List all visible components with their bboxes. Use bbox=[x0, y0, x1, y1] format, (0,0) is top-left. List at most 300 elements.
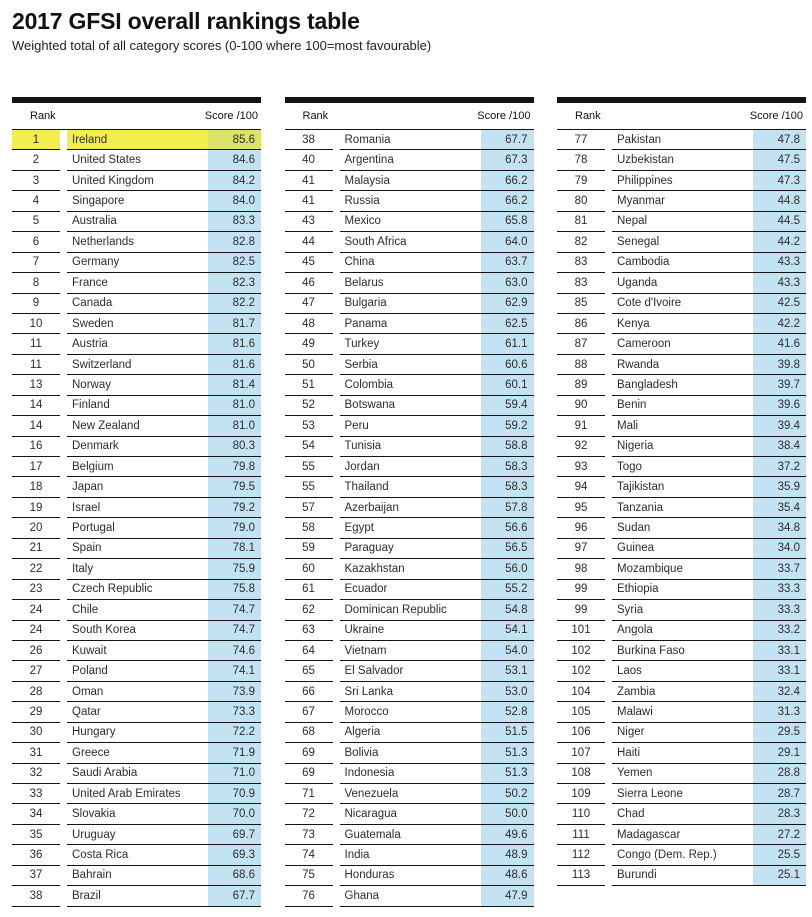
cell-gap bbox=[333, 743, 340, 763]
rank-cell: 97 bbox=[557, 539, 605, 559]
country-cell: Botswana bbox=[340, 396, 481, 416]
country-cell: Guatemala bbox=[340, 825, 481, 845]
country-cell: Serbia bbox=[340, 355, 481, 375]
cell-gap bbox=[60, 784, 67, 804]
rank-header: Rank bbox=[557, 103, 605, 130]
country-cell: Cameroon bbox=[612, 334, 753, 354]
score-cell: 63.7 bbox=[481, 253, 534, 273]
score-cell: 84.2 bbox=[208, 171, 261, 191]
rank-cell: 64 bbox=[285, 641, 333, 661]
rank-cell: 21 bbox=[12, 539, 60, 559]
cell-gap bbox=[60, 355, 67, 375]
cell-gap bbox=[333, 294, 340, 314]
rank-cell: 36 bbox=[12, 845, 60, 865]
table-row bbox=[557, 150, 806, 170]
country-cell: Norway bbox=[67, 375, 208, 395]
table-row bbox=[285, 580, 534, 600]
country-cell: Cote d'Ivoire bbox=[612, 294, 753, 314]
rank-cell: 98 bbox=[557, 559, 605, 579]
rank-cell: 107 bbox=[557, 743, 605, 763]
rank-cell: 89 bbox=[557, 375, 605, 395]
cell-gap bbox=[333, 764, 340, 784]
cell-gap bbox=[333, 641, 340, 661]
score-cell: 78.1 bbox=[208, 539, 261, 559]
score-cell: 52.8 bbox=[481, 702, 534, 722]
score-cell: 42.2 bbox=[753, 314, 806, 334]
table-row bbox=[285, 723, 534, 743]
score-cell: 28.7 bbox=[753, 784, 806, 804]
score-cell: 73.9 bbox=[208, 682, 261, 702]
rank-cell: 111 bbox=[557, 825, 605, 845]
table-row bbox=[12, 191, 261, 211]
table-row bbox=[285, 784, 534, 804]
cell-gap bbox=[605, 702, 612, 722]
table-row bbox=[557, 600, 806, 620]
score-cell: 54.8 bbox=[481, 600, 534, 620]
country-cell: South Africa bbox=[340, 232, 481, 252]
rank-cell: 43 bbox=[285, 212, 333, 232]
country-cell: Uganda bbox=[612, 273, 753, 293]
country-cell: Israel bbox=[67, 498, 208, 518]
cell-gap bbox=[333, 375, 340, 395]
score-cell: 44.2 bbox=[753, 232, 806, 252]
country-cell: Paraguay bbox=[340, 539, 481, 559]
score-cell: 73.3 bbox=[208, 702, 261, 722]
rank-cell: 55 bbox=[285, 477, 333, 497]
rank-cell: 65 bbox=[285, 661, 333, 681]
table-row bbox=[12, 212, 261, 232]
rankings-tables bbox=[12, 97, 806, 907]
cell-gap bbox=[60, 866, 67, 886]
country-cell: Portugal bbox=[67, 518, 208, 538]
country-cell: Peru bbox=[340, 416, 481, 436]
country-cell: Singapore bbox=[67, 191, 208, 211]
score-cell: 74.6 bbox=[208, 641, 261, 661]
country-cell: Algeria bbox=[340, 723, 481, 743]
table-row bbox=[557, 866, 806, 886]
score-cell: 56.0 bbox=[481, 559, 534, 579]
country-cell: Congo (Dem. Rep.) bbox=[612, 845, 753, 865]
cell-gap bbox=[605, 375, 612, 395]
rank-cell: 57 bbox=[285, 498, 333, 518]
score-cell: 38.4 bbox=[753, 437, 806, 457]
score-cell: 79.5 bbox=[208, 477, 261, 497]
score-cell: 64.0 bbox=[481, 232, 534, 252]
score-cell: 44.5 bbox=[753, 212, 806, 232]
rows-container bbox=[285, 130, 534, 907]
table-row bbox=[557, 682, 806, 702]
country-cell: Malaysia bbox=[340, 171, 481, 191]
cell-gap bbox=[333, 804, 340, 824]
score-cell: 53.1 bbox=[481, 661, 534, 681]
rank-cell: 60 bbox=[285, 559, 333, 579]
rank-cell: 106 bbox=[557, 723, 605, 743]
country-cell: Sri Lanka bbox=[340, 682, 481, 702]
score-cell: 79.0 bbox=[208, 518, 261, 538]
rank-cell: 26 bbox=[12, 641, 60, 661]
country-cell: Haiti bbox=[612, 743, 753, 763]
cell-gap bbox=[605, 723, 612, 743]
cell-gap bbox=[60, 702, 67, 722]
cell-gap bbox=[333, 661, 340, 681]
country-cell: Uruguay bbox=[67, 825, 208, 845]
score-cell: 39.4 bbox=[753, 416, 806, 436]
table-row bbox=[12, 621, 261, 641]
country-cell: Jordan bbox=[340, 457, 481, 477]
country-cell: Finland bbox=[67, 396, 208, 416]
table-row bbox=[285, 539, 534, 559]
score-cell: 85.6 bbox=[208, 130, 261, 150]
score-cell: 35.9 bbox=[753, 477, 806, 497]
score-cell: 65.8 bbox=[481, 212, 534, 232]
table-row bbox=[12, 396, 261, 416]
table-row bbox=[285, 804, 534, 824]
rank-cell: 34 bbox=[12, 804, 60, 824]
score-cell: 81.6 bbox=[208, 334, 261, 354]
country-cell: United States bbox=[67, 150, 208, 170]
rank-cell: 78 bbox=[557, 150, 605, 170]
table-row bbox=[285, 498, 534, 518]
cell-gap bbox=[605, 580, 612, 600]
table-row bbox=[557, 784, 806, 804]
rank-cell: 38 bbox=[285, 130, 333, 150]
country-cell: Kazakhstan bbox=[340, 559, 481, 579]
score-cell: 82.3 bbox=[208, 273, 261, 293]
score-cell: 50.0 bbox=[481, 804, 534, 824]
country-cell: Guinea bbox=[612, 539, 753, 559]
country-cell: Belgium bbox=[67, 457, 208, 477]
rows-container bbox=[12, 130, 261, 907]
table-row bbox=[285, 396, 534, 416]
rank-cell: 95 bbox=[557, 498, 605, 518]
rank-cell: 83 bbox=[557, 273, 605, 293]
score-cell: 81.0 bbox=[208, 396, 261, 416]
cell-gap bbox=[605, 784, 612, 804]
rank-cell: 53 bbox=[285, 416, 333, 436]
table-row bbox=[557, 171, 806, 191]
rank-cell: 14 bbox=[12, 416, 60, 436]
cell-gap bbox=[605, 518, 612, 538]
country-cell: Ghana bbox=[340, 886, 481, 906]
score-cell: 53.0 bbox=[481, 682, 534, 702]
country-cell: Kenya bbox=[612, 314, 753, 334]
score-cell: 83.3 bbox=[208, 212, 261, 232]
table-row bbox=[12, 518, 261, 538]
country-cell: Tajikistan bbox=[612, 477, 753, 497]
score-cell: 47.9 bbox=[481, 886, 534, 906]
rank-cell: 86 bbox=[557, 314, 605, 334]
cell-gap bbox=[333, 212, 340, 232]
cell-gap bbox=[333, 232, 340, 252]
column-header bbox=[285, 103, 534, 130]
score-cell: 82.2 bbox=[208, 294, 261, 314]
country-cell: Chad bbox=[612, 804, 753, 824]
rank-cell: 69 bbox=[285, 764, 333, 784]
country-cell: Nicaragua bbox=[340, 804, 481, 824]
rank-cell: 5 bbox=[12, 212, 60, 232]
rank-cell: 109 bbox=[557, 784, 605, 804]
rank-cell: 88 bbox=[557, 355, 605, 375]
rank-cell: 52 bbox=[285, 396, 333, 416]
cell-gap bbox=[333, 784, 340, 804]
rank-cell: 112 bbox=[557, 845, 605, 865]
cell-gap bbox=[333, 437, 340, 457]
table-row bbox=[557, 375, 806, 395]
score-cell: 68.6 bbox=[208, 866, 261, 886]
table-row bbox=[285, 682, 534, 702]
country-cell: Turkey bbox=[340, 334, 481, 354]
cell-gap bbox=[333, 130, 340, 150]
score-cell: 62.5 bbox=[481, 314, 534, 334]
cell-gap bbox=[60, 416, 67, 436]
country-cell: India bbox=[340, 845, 481, 865]
country-cell: Tunisia bbox=[340, 437, 481, 457]
cell-gap bbox=[333, 457, 340, 477]
table-row bbox=[12, 334, 261, 354]
cell-gap bbox=[605, 457, 612, 477]
rank-cell: 31 bbox=[12, 743, 60, 763]
score-cell: 34.0 bbox=[753, 539, 806, 559]
cell-gap bbox=[605, 396, 612, 416]
country-cell: Syria bbox=[612, 600, 753, 620]
country-cell: Mozambique bbox=[612, 559, 753, 579]
rank-cell: 69 bbox=[285, 743, 333, 763]
country-cell: Senegal bbox=[612, 232, 753, 252]
table-row bbox=[12, 416, 261, 436]
rank-cell: 49 bbox=[285, 334, 333, 354]
cell-gap bbox=[60, 845, 67, 865]
table-row bbox=[12, 253, 261, 273]
score-cell: 75.9 bbox=[208, 559, 261, 579]
rank-cell: 9 bbox=[12, 294, 60, 314]
table-row bbox=[285, 375, 534, 395]
cell-gap bbox=[605, 212, 612, 232]
cell-gap bbox=[605, 232, 612, 252]
country-cell: Laos bbox=[612, 661, 753, 681]
rank-cell: 85 bbox=[557, 294, 605, 314]
rank-cell: 37 bbox=[12, 866, 60, 886]
rank-cell: 1 bbox=[12, 130, 60, 150]
table-row bbox=[12, 743, 261, 763]
rank-cell: 71 bbox=[285, 784, 333, 804]
rank-cell: 80 bbox=[557, 191, 605, 211]
cell-gap bbox=[60, 130, 67, 150]
rank-cell: 6 bbox=[12, 232, 60, 252]
table-row bbox=[12, 498, 261, 518]
cell-gap bbox=[605, 866, 612, 886]
rank-cell: 45 bbox=[285, 253, 333, 273]
country-cell: Canada bbox=[67, 294, 208, 314]
rank-cell: 22 bbox=[12, 559, 60, 579]
country-cell: Poland bbox=[67, 661, 208, 681]
cell-gap bbox=[605, 191, 612, 211]
country-cell: Japan bbox=[67, 477, 208, 497]
rank-cell: 18 bbox=[12, 477, 60, 497]
country-cell: Indonesia bbox=[340, 764, 481, 784]
table-row bbox=[12, 600, 261, 620]
table-row bbox=[557, 314, 806, 334]
country-cell: Russia bbox=[340, 191, 481, 211]
table-row bbox=[557, 621, 806, 641]
country-cell: Rwanda bbox=[612, 355, 753, 375]
rankings-column-1 bbox=[12, 97, 261, 907]
table-row bbox=[12, 273, 261, 293]
rank-cell: 91 bbox=[557, 416, 605, 436]
cell-gap bbox=[605, 294, 612, 314]
rank-cell: 16 bbox=[12, 437, 60, 457]
header-gap bbox=[605, 103, 612, 130]
cell-gap bbox=[333, 355, 340, 375]
table-row bbox=[285, 191, 534, 211]
cell-gap bbox=[60, 641, 67, 661]
score-cell: 61.1 bbox=[481, 334, 534, 354]
rank-cell: 30 bbox=[12, 723, 60, 743]
country-cell: Angola bbox=[612, 621, 753, 641]
table-row bbox=[12, 294, 261, 314]
score-cell: 54.0 bbox=[481, 641, 534, 661]
table-row bbox=[557, 273, 806, 293]
table-row bbox=[557, 130, 806, 150]
rank-cell: 54 bbox=[285, 437, 333, 457]
score-cell: 50.2 bbox=[481, 784, 534, 804]
country-cell: Nepal bbox=[612, 212, 753, 232]
table-row bbox=[285, 334, 534, 354]
country-cell: Panama bbox=[340, 314, 481, 334]
cell-gap bbox=[333, 150, 340, 170]
country-cell: Tanzania bbox=[612, 498, 753, 518]
table-row bbox=[12, 641, 261, 661]
rank-cell: 41 bbox=[285, 191, 333, 211]
rank-cell: 20 bbox=[12, 518, 60, 538]
country-cell: Argentina bbox=[340, 150, 481, 170]
table-row bbox=[557, 804, 806, 824]
cell-gap bbox=[333, 702, 340, 722]
score-cell: 27.2 bbox=[753, 825, 806, 845]
cell-gap bbox=[60, 764, 67, 784]
cell-gap bbox=[60, 253, 67, 273]
cell-gap bbox=[605, 641, 612, 661]
table-row bbox=[285, 150, 534, 170]
score-cell: 55.2 bbox=[481, 580, 534, 600]
score-cell: 25.1 bbox=[753, 866, 806, 886]
score-cell: 72.2 bbox=[208, 723, 261, 743]
cell-gap bbox=[60, 825, 67, 845]
cell-gap bbox=[333, 600, 340, 620]
country-cell: El Salvador bbox=[340, 661, 481, 681]
table-row bbox=[557, 723, 806, 743]
cell-gap bbox=[60, 559, 67, 579]
country-cell: Philippines bbox=[612, 171, 753, 191]
score-cell: 43.3 bbox=[753, 253, 806, 273]
cell-gap bbox=[333, 314, 340, 334]
table-row bbox=[285, 212, 534, 232]
score-cell: 51.3 bbox=[481, 764, 534, 784]
table-row bbox=[557, 702, 806, 722]
rank-cell: 59 bbox=[285, 539, 333, 559]
table-row bbox=[285, 743, 534, 763]
table-row bbox=[12, 375, 261, 395]
score-cell: 74.7 bbox=[208, 621, 261, 641]
score-cell: 49.6 bbox=[481, 825, 534, 845]
table-row bbox=[12, 886, 261, 906]
country-cell: Burundi bbox=[612, 866, 753, 886]
header-gap bbox=[60, 103, 67, 130]
table-row bbox=[12, 661, 261, 681]
table-row bbox=[285, 355, 534, 375]
rank-cell: 108 bbox=[557, 764, 605, 784]
country-cell: Spain bbox=[67, 539, 208, 559]
country-cell: United Kingdom bbox=[67, 171, 208, 191]
score-cell: 66.2 bbox=[481, 191, 534, 211]
score-cell: 81.0 bbox=[208, 416, 261, 436]
score-cell: 29.5 bbox=[753, 723, 806, 743]
score-cell: 32.4 bbox=[753, 682, 806, 702]
country-cell: Thailand bbox=[340, 477, 481, 497]
country-cell: Benin bbox=[612, 396, 753, 416]
cell-gap bbox=[605, 150, 612, 170]
table-row bbox=[285, 437, 534, 457]
table-row bbox=[285, 559, 534, 579]
rank-cell: 38 bbox=[12, 886, 60, 906]
score-cell: 75.8 bbox=[208, 580, 261, 600]
cell-gap bbox=[605, 825, 612, 845]
country-cell: Dominican Republic bbox=[340, 600, 481, 620]
score-cell: 57.8 bbox=[481, 498, 534, 518]
rank-cell: 74 bbox=[285, 845, 333, 865]
rank-cell: 75 bbox=[285, 866, 333, 886]
country-cell: Azerbaijan bbox=[340, 498, 481, 518]
table-row bbox=[285, 314, 534, 334]
country-cell: Australia bbox=[67, 212, 208, 232]
rank-cell: 33 bbox=[12, 784, 60, 804]
rank-cell: 87 bbox=[557, 334, 605, 354]
table-row bbox=[557, 764, 806, 784]
rank-cell: 11 bbox=[12, 355, 60, 375]
cell-gap bbox=[605, 682, 612, 702]
rank-cell: 79 bbox=[557, 171, 605, 191]
score-cell: 58.3 bbox=[481, 477, 534, 497]
rank-cell: 47 bbox=[285, 294, 333, 314]
score-cell: 67.7 bbox=[481, 130, 534, 150]
rank-cell: 17 bbox=[12, 457, 60, 477]
cell-gap bbox=[605, 764, 612, 784]
country-cell: Oman bbox=[67, 682, 208, 702]
rank-cell: 46 bbox=[285, 273, 333, 293]
table-row bbox=[285, 416, 534, 436]
cell-gap bbox=[333, 273, 340, 293]
score-cell: 81.7 bbox=[208, 314, 261, 334]
rank-cell: 14 bbox=[12, 396, 60, 416]
country-cell: Malawi bbox=[612, 702, 753, 722]
country-cell: Pakistan bbox=[612, 130, 753, 150]
cell-gap bbox=[333, 396, 340, 416]
cell-gap bbox=[333, 334, 340, 354]
country-cell: Egypt bbox=[340, 518, 481, 538]
table-row bbox=[12, 130, 261, 150]
rank-cell: 113 bbox=[557, 866, 605, 886]
score-cell: 51.5 bbox=[481, 723, 534, 743]
score-cell: 63.0 bbox=[481, 273, 534, 293]
rank-cell: 66 bbox=[285, 682, 333, 702]
score-cell: 82.8 bbox=[208, 232, 261, 252]
score-cell: 33.1 bbox=[753, 641, 806, 661]
cell-gap bbox=[605, 171, 612, 191]
column-header bbox=[557, 103, 806, 130]
rank-cell: 73 bbox=[285, 825, 333, 845]
rank-cell: 93 bbox=[557, 457, 605, 477]
cell-gap bbox=[605, 845, 612, 865]
table-row bbox=[557, 294, 806, 314]
